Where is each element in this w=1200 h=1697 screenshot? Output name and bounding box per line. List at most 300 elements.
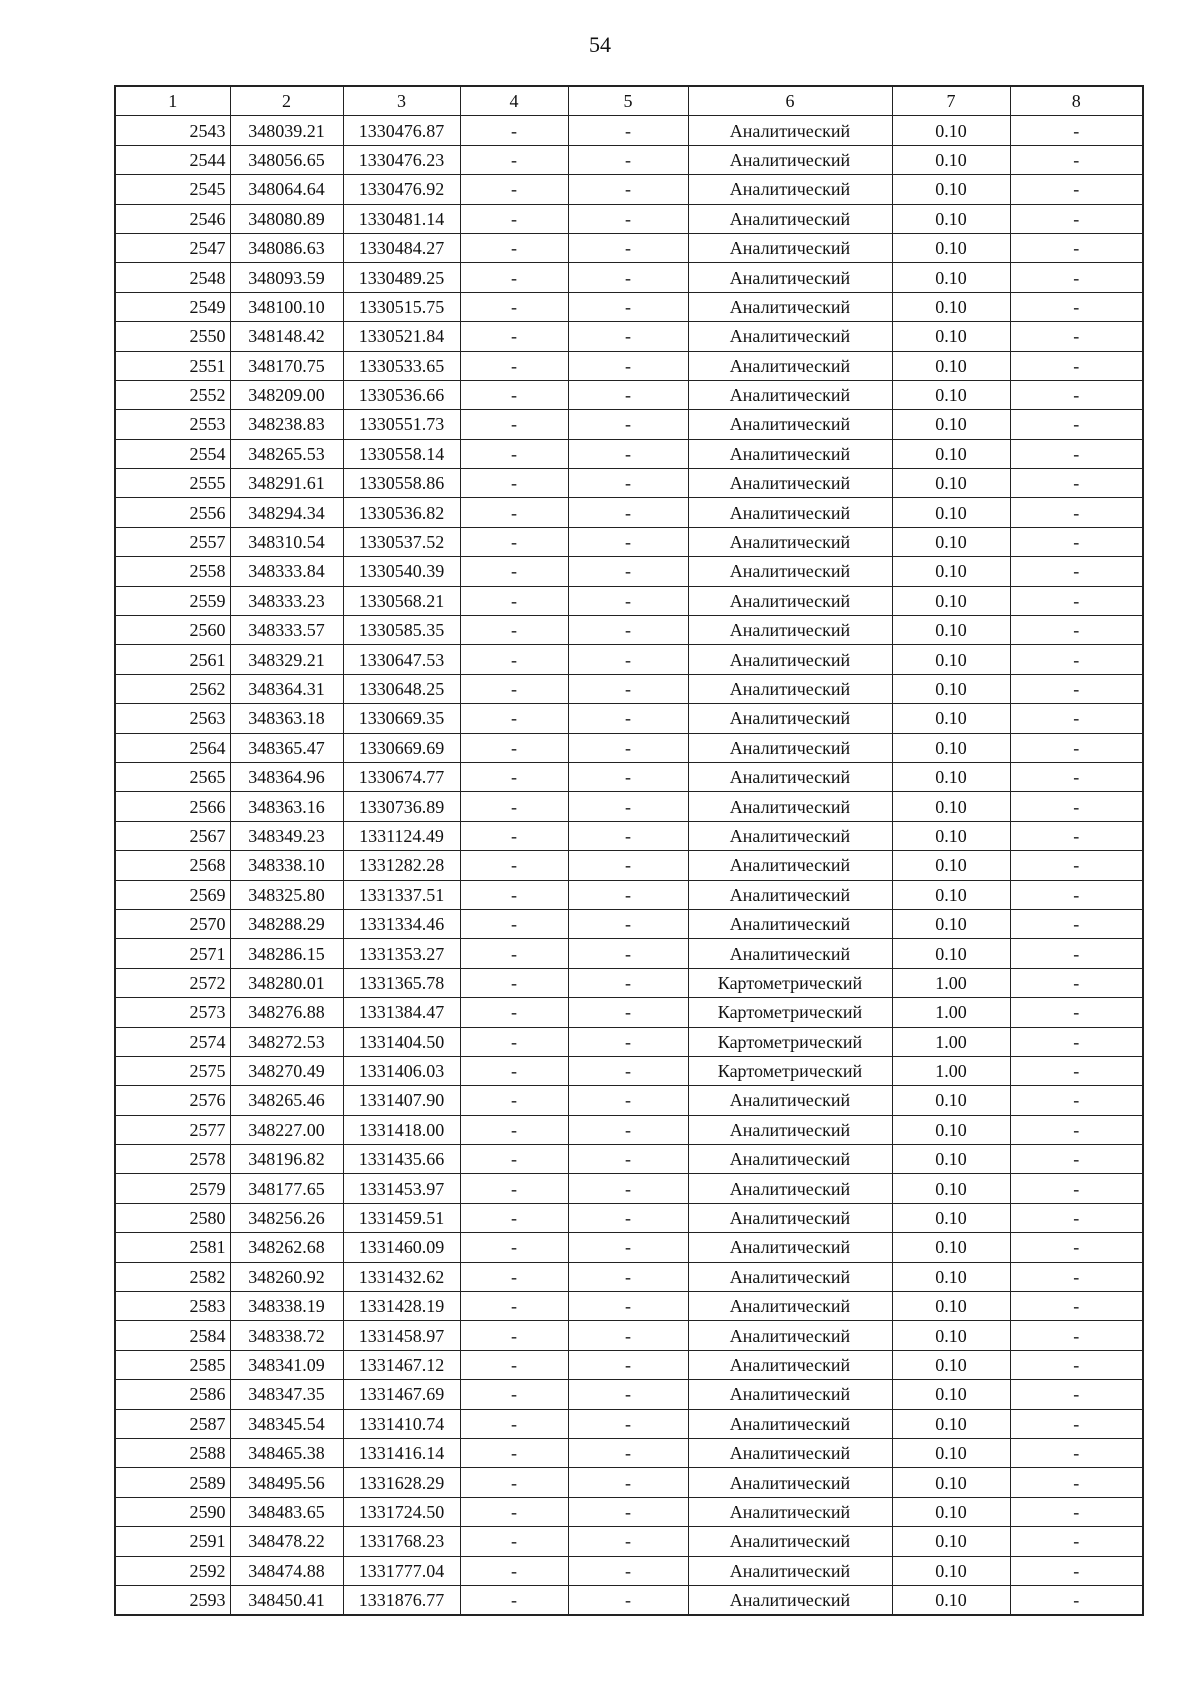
table-cell-col-2: 348478.22 — [230, 1527, 343, 1556]
table-cell-col-5: - — [568, 263, 688, 292]
table-cell-col-7: 0.10 — [892, 292, 1010, 321]
table-cell-col-6: Аналитический — [688, 1468, 892, 1497]
table-cell-col-7: 0.10 — [892, 1233, 1010, 1262]
table-cell-col-3: 1330669.35 — [343, 704, 460, 733]
table-cell-col-1: 2562 — [115, 674, 230, 703]
table-cell-col-7: 0.10 — [892, 586, 1010, 615]
table-cell-col-2: 348341.09 — [230, 1350, 343, 1379]
table-cell-col-1: 2550 — [115, 322, 230, 351]
table-cell-col-5: - — [568, 322, 688, 351]
table-cell-col-5: - — [568, 1497, 688, 1526]
table-cell-col-1: 2575 — [115, 1056, 230, 1085]
table-cell-col-2: 348262.68 — [230, 1233, 343, 1262]
table-cell-col-4: - — [460, 645, 568, 674]
table-cell-col-4: - — [460, 439, 568, 468]
table-cell-col-2: 348363.18 — [230, 704, 343, 733]
table-cell-col-6: Аналитический — [688, 821, 892, 850]
table-cell-col-2: 348064.64 — [230, 175, 343, 204]
table-cell-col-3: 1331416.14 — [343, 1438, 460, 1467]
table-cell-col-4: - — [460, 762, 568, 791]
table-cell-col-1: 2587 — [115, 1409, 230, 1438]
table-cell-col-5: - — [568, 1233, 688, 1262]
table-cell-col-5: - — [568, 792, 688, 821]
table-cell-col-2: 348345.54 — [230, 1409, 343, 1438]
table-cell-col-7: 0.10 — [892, 469, 1010, 498]
table-cell-col-5: - — [568, 645, 688, 674]
table-row — [115, 704, 1143, 733]
table-cell-col-8: - — [1010, 645, 1143, 674]
table-cell-col-6: Аналитический — [688, 527, 892, 556]
table-cell-col-7: 0.10 — [892, 821, 1010, 850]
table-cell-col-3: 1330484.27 — [343, 233, 460, 262]
table-cell-col-8: - — [1010, 586, 1143, 615]
table-cell-col-4: - — [460, 322, 568, 351]
table-cell-col-6: Аналитический — [688, 1262, 892, 1291]
table-cell-col-1: 2564 — [115, 733, 230, 762]
table-cell-col-3: 1331353.27 — [343, 939, 460, 968]
table-cell-col-4: - — [460, 204, 568, 233]
table-cell-col-7: 0.10 — [892, 175, 1010, 204]
table-cell-col-7: 0.10 — [892, 1556, 1010, 1585]
table-cell-col-3: 1330533.65 — [343, 351, 460, 380]
table-cell-col-8: - — [1010, 851, 1143, 880]
table-row — [115, 792, 1143, 821]
table-row — [115, 351, 1143, 380]
table-cell-col-7: 0.10 — [892, 145, 1010, 174]
table-row — [115, 145, 1143, 174]
table-cell-col-5: - — [568, 1056, 688, 1085]
table-cell-col-7: 1.00 — [892, 968, 1010, 997]
table-cell-col-8: - — [1010, 322, 1143, 351]
table-cell-col-7: 0.10 — [892, 380, 1010, 409]
table-cell-col-2: 348056.65 — [230, 145, 343, 174]
table-cell-col-1: 2581 — [115, 1233, 230, 1262]
table-cell-col-4: - — [460, 1321, 568, 1350]
table-cell-col-2: 348280.01 — [230, 968, 343, 997]
table-cell-col-4: - — [460, 616, 568, 645]
table-cell-col-6: Аналитический — [688, 175, 892, 204]
table-row — [115, 527, 1143, 556]
table-cell-col-5: - — [568, 410, 688, 439]
table-cell-col-1: 2560 — [115, 616, 230, 645]
table-cell-col-1: 2579 — [115, 1174, 230, 1203]
table-cell-col-6: Аналитический — [688, 263, 892, 292]
table-cell-col-6: Аналитический — [688, 351, 892, 380]
table-cell-col-5: - — [568, 233, 688, 262]
table-cell-col-8: - — [1010, 145, 1143, 174]
table-cell-col-5: - — [568, 380, 688, 409]
table-row — [115, 1262, 1143, 1291]
table-cell-col-4: - — [460, 1556, 568, 1585]
table-cell-col-3: 1331435.66 — [343, 1145, 460, 1174]
table-cell-col-1: 2556 — [115, 498, 230, 527]
table-cell-col-4: - — [460, 733, 568, 762]
coordinates-table — [114, 85, 1144, 1616]
table-cell-col-3: 1331876.77 — [343, 1585, 460, 1615]
table-cell-col-4: - — [460, 527, 568, 556]
table-cell-col-6: Аналитический — [688, 1409, 892, 1438]
table-cell-col-2: 348364.31 — [230, 674, 343, 703]
table-cell-col-6: Аналитический — [688, 1350, 892, 1379]
table-cell-col-7: 0.10 — [892, 851, 1010, 880]
table-cell-col-4: - — [460, 821, 568, 850]
table-cell-col-2: 348086.63 — [230, 233, 343, 262]
table-cell-col-6: Аналитический — [688, 939, 892, 968]
table-cell-col-4: - — [460, 263, 568, 292]
table-cell-col-4: - — [460, 1233, 568, 1262]
table-cell-col-4: - — [460, 909, 568, 938]
table-cell-col-8: - — [1010, 1350, 1143, 1379]
table-cell-col-6: Картометрический — [688, 1027, 892, 1056]
table-cell-col-3: 1330648.25 — [343, 674, 460, 703]
table-cell-col-7: 1.00 — [892, 1027, 1010, 1056]
table-cell-col-8: - — [1010, 1203, 1143, 1232]
table-cell-col-2: 348364.96 — [230, 762, 343, 791]
table-cell-col-4: - — [460, 175, 568, 204]
table-cell-col-3: 1331628.29 — [343, 1468, 460, 1497]
table-row — [115, 674, 1143, 703]
table-cell-col-8: - — [1010, 704, 1143, 733]
table-cell-col-1: 2563 — [115, 704, 230, 733]
table-cell-col-1: 2577 — [115, 1115, 230, 1144]
table-cell-col-7: 0.10 — [892, 498, 1010, 527]
table-cell-col-2: 348294.34 — [230, 498, 343, 527]
table-cell-col-1: 2576 — [115, 1086, 230, 1115]
table-cell-col-1: 2591 — [115, 1527, 230, 1556]
table-row — [115, 1380, 1143, 1409]
table-cell-col-3: 1331124.49 — [343, 821, 460, 850]
table-cell-col-4: - — [460, 351, 568, 380]
column-header-2: 2 — [230, 86, 343, 116]
table-cell-col-3: 1330515.75 — [343, 292, 460, 321]
table-cell-col-5: - — [568, 733, 688, 762]
table-cell-col-2: 348349.23 — [230, 821, 343, 850]
table-cell-col-4: - — [460, 557, 568, 586]
table-cell-col-8: - — [1010, 1380, 1143, 1409]
table-header-row — [115, 86, 1143, 116]
table-row — [115, 1556, 1143, 1585]
table-cell-col-7: 0.10 — [892, 909, 1010, 938]
table-cell-col-2: 348333.57 — [230, 616, 343, 645]
table-cell-col-6: Аналитический — [688, 645, 892, 674]
table-cell-col-3: 1330558.14 — [343, 439, 460, 468]
table-cell-col-2: 348310.54 — [230, 527, 343, 556]
table-cell-col-2: 348177.65 — [230, 1174, 343, 1203]
table-cell-col-2: 348495.56 — [230, 1468, 343, 1497]
table-cell-col-6: Аналитический — [688, 410, 892, 439]
table-cell-col-7: 0.10 — [892, 263, 1010, 292]
table-cell-col-2: 348100.10 — [230, 292, 343, 321]
table-cell-col-7: 0.10 — [892, 1145, 1010, 1174]
table-cell-col-4: - — [460, 233, 568, 262]
table-cell-col-8: - — [1010, 1585, 1143, 1615]
table-cell-col-6: Аналитический — [688, 116, 892, 145]
table-cell-col-8: - — [1010, 1556, 1143, 1585]
table-cell-col-6: Аналитический — [688, 909, 892, 938]
table-cell-col-8: - — [1010, 410, 1143, 439]
table-row — [115, 498, 1143, 527]
table-cell-col-8: - — [1010, 880, 1143, 909]
table-cell-col-1: 2558 — [115, 557, 230, 586]
table-row — [115, 322, 1143, 351]
table-cell-col-1: 2580 — [115, 1203, 230, 1232]
table-cell-col-1: 2561 — [115, 645, 230, 674]
table-cell-col-8: - — [1010, 998, 1143, 1027]
table-cell-col-6: Аналитический — [688, 1585, 892, 1615]
table-cell-col-5: - — [568, 439, 688, 468]
table-cell-col-5: - — [568, 527, 688, 556]
table-cell-col-4: - — [460, 674, 568, 703]
table-row — [115, 821, 1143, 850]
table-cell-col-6: Аналитический — [688, 1203, 892, 1232]
table-row — [115, 1321, 1143, 1350]
table-cell-col-4: - — [460, 498, 568, 527]
table-cell-col-3: 1330537.52 — [343, 527, 460, 556]
table-cell-col-8: - — [1010, 1056, 1143, 1085]
table-cell-col-7: 0.10 — [892, 645, 1010, 674]
table-cell-col-6: Аналитический — [688, 498, 892, 527]
table-row — [115, 1115, 1143, 1144]
table-cell-col-7: 0.10 — [892, 792, 1010, 821]
table-cell-col-6: Аналитический — [688, 616, 892, 645]
table-cell-col-8: - — [1010, 616, 1143, 645]
table-cell-col-2: 348333.23 — [230, 586, 343, 615]
table-cell-col-4: - — [460, 292, 568, 321]
table-cell-col-2: 348270.49 — [230, 1056, 343, 1085]
table-cell-col-7: 0.10 — [892, 1115, 1010, 1144]
table-cell-col-8: - — [1010, 527, 1143, 556]
column-header-6: 6 — [688, 86, 892, 116]
table-cell-col-3: 1330489.25 — [343, 263, 460, 292]
table-cell-col-6: Аналитический — [688, 1497, 892, 1526]
table-cell-col-7: 0.10 — [892, 1585, 1010, 1615]
table-cell-col-8: - — [1010, 1497, 1143, 1526]
table-row — [115, 733, 1143, 762]
table-cell-col-7: 0.10 — [892, 233, 1010, 262]
table-cell-col-6: Картометрический — [688, 998, 892, 1027]
table-row — [115, 1203, 1143, 1232]
table-cell-col-2: 348080.89 — [230, 204, 343, 233]
table-cell-col-8: - — [1010, 1468, 1143, 1497]
table-cell-col-8: - — [1010, 1438, 1143, 1467]
table-cell-col-7: 0.10 — [892, 1174, 1010, 1203]
table-row — [115, 175, 1143, 204]
table-cell-col-3: 1331458.97 — [343, 1321, 460, 1350]
table-cell-col-5: - — [568, 1292, 688, 1321]
table-cell-col-2: 348465.38 — [230, 1438, 343, 1467]
table-cell-col-7: 0.10 — [892, 204, 1010, 233]
table-cell-col-3: 1330476.23 — [343, 145, 460, 174]
table-row — [115, 1468, 1143, 1497]
table-cell-col-7: 0.10 — [892, 1438, 1010, 1467]
table-cell-col-5: - — [568, 674, 688, 703]
table-cell-col-5: - — [568, 1115, 688, 1144]
table-cell-col-3: 1331334.46 — [343, 909, 460, 938]
table-cell-col-1: 2549 — [115, 292, 230, 321]
table-cell-col-5: - — [568, 939, 688, 968]
table-cell-col-1: 2572 — [115, 968, 230, 997]
table-cell-col-1: 2589 — [115, 1468, 230, 1497]
table-cell-col-5: - — [568, 1438, 688, 1467]
table-row — [115, 1145, 1143, 1174]
table-cell-col-1: 2586 — [115, 1380, 230, 1409]
table-row — [115, 204, 1143, 233]
table-cell-col-3: 1331410.74 — [343, 1409, 460, 1438]
table-cell-col-1: 2585 — [115, 1350, 230, 1379]
table-cell-col-6: Аналитический — [688, 233, 892, 262]
table-cell-col-4: - — [460, 1262, 568, 1291]
table-cell-col-8: - — [1010, 968, 1143, 997]
table-cell-col-4: - — [460, 1145, 568, 1174]
table-cell-col-3: 1331407.90 — [343, 1086, 460, 1115]
table-cell-col-4: - — [460, 1468, 568, 1497]
table-cell-col-7: 0.10 — [892, 616, 1010, 645]
table-row — [115, 410, 1143, 439]
table-cell-col-6: Аналитический — [688, 674, 892, 703]
table-cell-col-2: 348272.53 — [230, 1027, 343, 1056]
table-cell-col-8: - — [1010, 733, 1143, 762]
table-cell-col-3: 1330540.39 — [343, 557, 460, 586]
table-cell-col-8: - — [1010, 939, 1143, 968]
table-cell-col-4: - — [460, 1497, 568, 1526]
table-cell-col-5: - — [568, 1145, 688, 1174]
table-cell-col-7: 0.10 — [892, 1380, 1010, 1409]
table-cell-col-5: - — [568, 469, 688, 498]
table-cell-col-8: - — [1010, 1115, 1143, 1144]
table-cell-col-5: - — [568, 762, 688, 791]
table-cell-col-6: Аналитический — [688, 1115, 892, 1144]
table-cell-col-7: 0.10 — [892, 1321, 1010, 1350]
table-cell-col-1: 2570 — [115, 909, 230, 938]
table-cell-col-7: 1.00 — [892, 1056, 1010, 1085]
table-cell-col-7: 0.10 — [892, 351, 1010, 380]
table-cell-col-4: - — [460, 1115, 568, 1144]
table-cell-col-5: - — [568, 1527, 688, 1556]
table-cell-col-6: Аналитический — [688, 733, 892, 762]
table-cell-col-7: 0.10 — [892, 1468, 1010, 1497]
table-cell-col-1: 2568 — [115, 851, 230, 880]
table-cell-col-5: - — [568, 851, 688, 880]
table-cell-col-3: 1330585.35 — [343, 616, 460, 645]
table-cell-col-6: Аналитический — [688, 439, 892, 468]
table-cell-col-4: - — [460, 1350, 568, 1379]
table-row — [115, 1438, 1143, 1467]
table-row — [115, 1497, 1143, 1526]
table-cell-col-4: - — [460, 1380, 568, 1409]
table-cell-col-4: - — [460, 1527, 568, 1556]
table-row — [115, 1350, 1143, 1379]
table-row — [115, 909, 1143, 938]
table-cell-col-1: 2565 — [115, 762, 230, 791]
table-cell-col-5: - — [568, 616, 688, 645]
table-cell-col-2: 348238.83 — [230, 410, 343, 439]
table-cell-col-5: - — [568, 175, 688, 204]
table-cell-col-2: 348093.59 — [230, 263, 343, 292]
table-cell-col-4: - — [460, 1174, 568, 1203]
table-cell-col-2: 348148.42 — [230, 322, 343, 351]
table-cell-col-7: 0.10 — [892, 880, 1010, 909]
table-cell-col-3: 1330736.89 — [343, 792, 460, 821]
table-cell-col-5: - — [568, 1409, 688, 1438]
table-cell-col-2: 348338.19 — [230, 1292, 343, 1321]
table-cell-col-2: 348260.92 — [230, 1262, 343, 1291]
table-cell-col-6: Аналитический — [688, 469, 892, 498]
column-header-5: 5 — [568, 86, 688, 116]
table-cell-col-8: - — [1010, 439, 1143, 468]
table-cell-col-3: 1330669.69 — [343, 733, 460, 762]
table-cell-col-2: 348288.29 — [230, 909, 343, 938]
column-header-4: 4 — [460, 86, 568, 116]
table-cell-col-5: - — [568, 1321, 688, 1350]
table-cell-col-5: - — [568, 998, 688, 1027]
table-cell-col-8: - — [1010, 557, 1143, 586]
table-cell-col-6: Аналитический — [688, 704, 892, 733]
table-cell-col-2: 348209.00 — [230, 380, 343, 409]
table-cell-col-3: 1331282.28 — [343, 851, 460, 880]
table-cell-col-6: Аналитический — [688, 1556, 892, 1585]
table-cell-col-1: 2559 — [115, 586, 230, 615]
table-cell-col-3: 1331432.62 — [343, 1262, 460, 1291]
table-cell-col-1: 2547 — [115, 233, 230, 262]
table-cell-col-3: 1331428.19 — [343, 1292, 460, 1321]
table-cell-col-5: - — [568, 498, 688, 527]
table-cell-col-1: 2569 — [115, 880, 230, 909]
table-cell-col-6: Аналитический — [688, 1380, 892, 1409]
table-cell-col-7: 0.10 — [892, 439, 1010, 468]
table-cell-col-4: - — [460, 1027, 568, 1056]
table-row — [115, 968, 1143, 997]
table-cell-col-2: 348265.53 — [230, 439, 343, 468]
table-cell-col-1: 2578 — [115, 1145, 230, 1174]
table-cell-col-1: 2584 — [115, 1321, 230, 1350]
table-cell-col-7: 0.10 — [892, 1497, 1010, 1526]
table-cell-col-1: 2551 — [115, 351, 230, 380]
table-row — [115, 1056, 1143, 1085]
table-cell-col-8: - — [1010, 821, 1143, 850]
table-cell-col-8: - — [1010, 1321, 1143, 1350]
table-row — [115, 586, 1143, 615]
table-cell-col-6: Аналитический — [688, 1174, 892, 1203]
column-header-3: 3 — [343, 86, 460, 116]
table-cell-col-6: Аналитический — [688, 145, 892, 174]
table-cell-col-6: Аналитический — [688, 1321, 892, 1350]
table-cell-col-4: - — [460, 145, 568, 174]
table-cell-col-8: - — [1010, 1262, 1143, 1291]
table-cell-col-3: 1331406.03 — [343, 1056, 460, 1085]
table-cell-col-8: - — [1010, 762, 1143, 791]
table-cell-col-7: 0.10 — [892, 1086, 1010, 1115]
table-cell-col-8: - — [1010, 233, 1143, 262]
table-cell-col-5: - — [568, 968, 688, 997]
table-cell-col-6: Картометрический — [688, 968, 892, 997]
table-cell-col-1: 2544 — [115, 145, 230, 174]
table-cell-col-5: - — [568, 116, 688, 145]
table-cell-col-7: 0.10 — [892, 1409, 1010, 1438]
table-row — [115, 292, 1143, 321]
table-cell-col-4: - — [460, 792, 568, 821]
table-row — [115, 880, 1143, 909]
table-cell-col-1: 2543 — [115, 116, 230, 145]
table-cell-col-4: - — [460, 1585, 568, 1615]
page-number: 54 — [589, 32, 611, 57]
table-cell-col-2: 348325.80 — [230, 880, 343, 909]
table-cell-col-8: - — [1010, 1527, 1143, 1556]
table-cell-col-1: 2574 — [115, 1027, 230, 1056]
table-cell-col-8: - — [1010, 1145, 1143, 1174]
table-cell-col-8: - — [1010, 469, 1143, 498]
table-row — [115, 116, 1143, 145]
table-cell-col-7: 0.10 — [892, 704, 1010, 733]
